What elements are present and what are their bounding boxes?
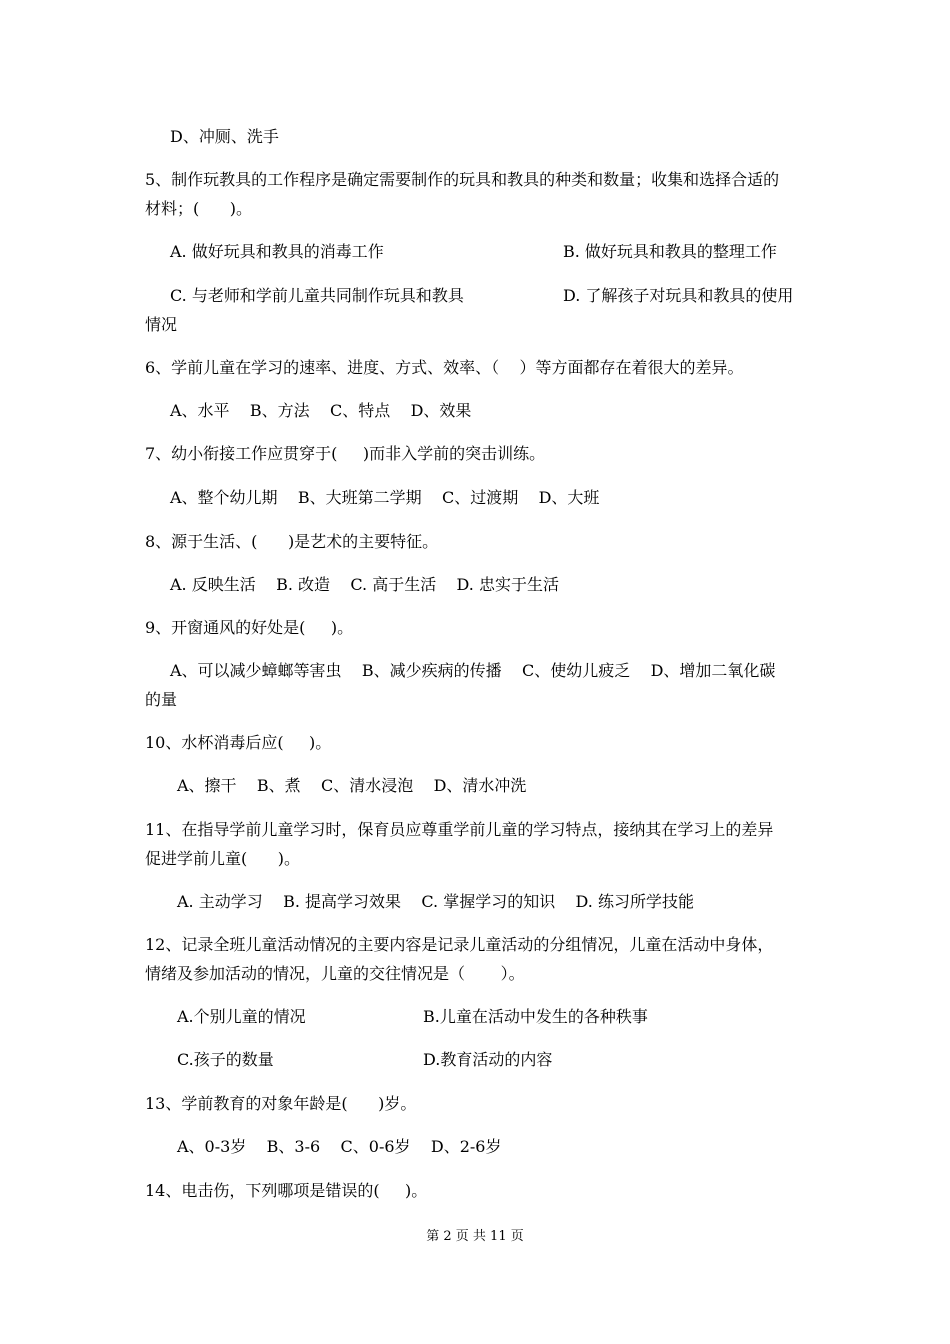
q5-option-d-cont: 情况 xyxy=(145,315,178,334)
question-13: 13、学前教育的对象年龄是( )岁。 xyxy=(145,1094,417,1113)
q10-options: A、擦干 B、煮 C、清水浸泡 D、清水冲洗 xyxy=(177,776,527,795)
question-9: 9、开窗通风的好处是( )。 xyxy=(145,618,354,637)
q12-option-d: D.教育活动的内容 xyxy=(423,1050,553,1069)
q8-options: A. 反映生活 B. 改造 C. 高于生活 D. 忠实于生活 xyxy=(170,575,559,594)
question-6: 6、学前儿童在学习的速率、进度、方式、效率、（ ）等方面都存在着很大的差异。 xyxy=(145,358,744,377)
q13-options: A、0-3岁 B、3-6 C、0-6岁 D、2-6岁 xyxy=(177,1137,502,1156)
question-10: 10、水杯消毒后应( )。 xyxy=(145,733,332,752)
q12-option-b: B.儿童在活动中发生的各种秩事 xyxy=(423,1007,648,1026)
q12-option-c: C.孩子的数量 xyxy=(177,1050,274,1069)
question-5-line-2: 材料；( )。 xyxy=(145,199,253,218)
question-12-line-2: 情绪及参加活动的情况，儿童的交往情况是（ ）。 xyxy=(145,964,525,983)
q5-option-d: D. 了解孩子对玩具和教具的使用 xyxy=(563,286,794,305)
q7-options: A、整个幼儿期 B、大班第二学期 C、过渡期 D、大班 xyxy=(170,488,600,507)
q6-options: A、水平 B、方法 C、特点 D、效果 xyxy=(170,401,472,420)
q4-option-d: D、冲厕、洗手 xyxy=(170,127,279,146)
q12-option-a: A.个别儿童的情况 xyxy=(177,1007,306,1026)
question-11-line-2: 促进学前儿童( )。 xyxy=(145,849,301,868)
q5-option-b: B. 做好玩具和教具的整理工作 xyxy=(563,242,777,261)
question-7: 7、幼小衔接工作应贯穿于( )而非入学前的突击训练。 xyxy=(145,444,546,463)
q5-option-a: A. 做好玩具和教具的消毒工作 xyxy=(170,242,384,261)
q5-option-c: C. 与老师和学前儿童共同制作玩具和教具 xyxy=(170,286,464,305)
question-11-line-1: 11、在指导学前儿童学习时，保育员应尊重学前儿童的学习特点，接纳其在学习上的差异 xyxy=(145,820,774,839)
question-8: 8、源于生活、( )是艺术的主要特征。 xyxy=(145,532,439,551)
q9-options-cont: 的量 xyxy=(145,690,178,709)
question-12-line-1: 12、记录全班儿童活动情况的主要内容是记录儿童活动的分组情况，儿童在活动中身体， xyxy=(145,935,774,954)
q9-options: A、可以减少蟑螂等害虫 B、减少疾病的传播 C、使幼儿疲乏 D、增加二氧化碳 xyxy=(170,661,776,680)
page-number: 第 2 页 共 11 页 xyxy=(426,1229,524,1244)
question-5-line-1: 5、制作玩教具的工作程序是确定需要制作的玩具和教具的种类和数量；收集和选择合适的 xyxy=(145,170,780,189)
question-14: 14、电击伤，下列哪项是错误的( )。 xyxy=(145,1181,428,1200)
q11-options: A. 主动学习 B. 提高学习效果 C. 掌握学习的知识 D. 练习所学技能 xyxy=(177,892,694,911)
